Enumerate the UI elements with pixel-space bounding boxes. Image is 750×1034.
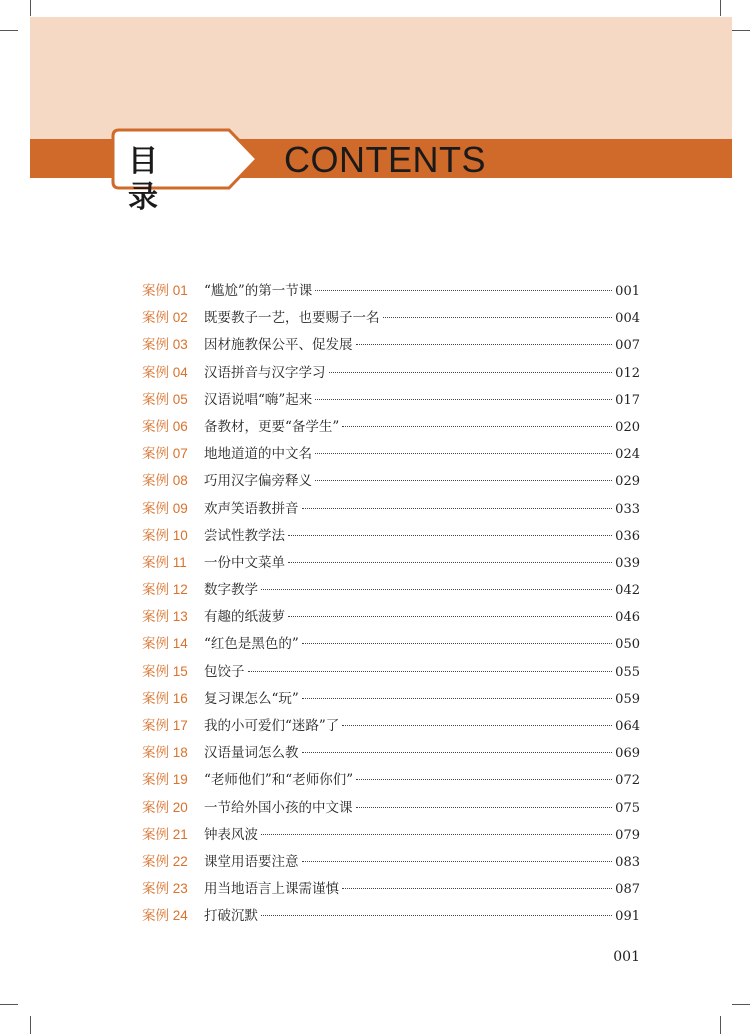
case-label: 案例 24	[142, 908, 188, 924]
entry-title: 数字教学	[204, 582, 258, 599]
entry-title: 一份中文菜单	[204, 554, 285, 571]
entry-title: 课堂用语要注意	[204, 853, 299, 870]
toc-entry[interactable]	[142, 522, 640, 549]
case-label: 案例 04	[142, 364, 188, 380]
case-label: 案例 18	[142, 745, 188, 761]
toc-entry[interactable]	[142, 902, 640, 929]
entry-title: 尝试性教学法	[204, 527, 285, 544]
toc-entry[interactable]	[142, 848, 640, 875]
entry-title: 用当地语言上课需谨慎	[204, 881, 339, 898]
crop-mark	[30, 1016, 31, 1034]
entry-page-number: 012	[615, 365, 640, 381]
dot-leader	[288, 535, 612, 536]
entry-title: 既要教子一艺，也要赐子一名	[204, 310, 380, 327]
entry-title: 包饺子	[204, 663, 245, 680]
case-label: 案例 20	[142, 799, 188, 815]
dot-leader	[315, 453, 612, 454]
case-label: 案例 17	[142, 718, 188, 733]
toc-entry[interactable]	[142, 603, 640, 630]
case-label: 案例 11	[142, 554, 187, 570]
crop-mark	[732, 1004, 750, 1005]
case-label: 案例 09	[142, 500, 188, 516]
entry-title: 我的小可爱们“迷路”了	[204, 718, 340, 734]
dot-leader	[302, 752, 613, 753]
entry-title: 复习课怎么“玩”	[204, 690, 299, 707]
title-english: CONTENTS	[284, 139, 486, 180]
toc-entry[interactable]	[142, 739, 640, 766]
toc-entry[interactable]	[142, 794, 640, 821]
dot-leader	[329, 372, 613, 373]
entry-title: 一节给外国小孩的中文课	[204, 799, 353, 816]
entry-title: 汉语说唱“嗨”起来	[204, 391, 313, 408]
crop-mark	[0, 1004, 18, 1005]
dot-leader	[383, 317, 613, 318]
entry-page-number: 055	[615, 664, 640, 680]
case-label: 案例 08	[142, 473, 188, 489]
entry-page-number: 064	[615, 719, 640, 734]
toc-entry[interactable]	[142, 440, 640, 467]
case-label: 案例 16	[142, 690, 188, 706]
dot-leader	[261, 915, 612, 916]
toc-entry[interactable]	[142, 576, 640, 603]
title-chinese: 目 录	[128, 144, 182, 215]
toc-entry[interactable]	[142, 495, 640, 522]
case-label: 案例 05	[142, 391, 188, 407]
dot-leader	[315, 480, 612, 481]
entry-page-number: 039	[615, 555, 640, 571]
toc-entry[interactable]	[142, 277, 640, 304]
dot-leader	[342, 725, 612, 726]
case-label: 案例 06	[142, 418, 188, 434]
case-label: 案例 02	[142, 310, 188, 326]
toc-entry[interactable]	[142, 766, 640, 793]
entry-page-number: 024	[615, 447, 640, 463]
case-label: 案例 21	[142, 826, 188, 842]
toc-entry[interactable]	[142, 875, 640, 902]
dot-leader	[302, 508, 613, 509]
toc-entry[interactable]	[142, 359, 640, 386]
table-of-contents	[142, 277, 640, 930]
dot-leader	[288, 562, 612, 563]
crop-mark	[720, 0, 721, 16]
entry-page-number: 046	[615, 610, 640, 626]
entry-title: 巧用汉字偏旁释义	[204, 473, 312, 490]
dot-leader	[261, 834, 612, 835]
crop-mark	[720, 1016, 721, 1034]
entry-page-number: 042	[615, 583, 640, 599]
entry-title: 因材施教保公平、促发展	[204, 337, 353, 354]
dot-leader	[342, 426, 612, 427]
entry-page-number: 033	[615, 501, 640, 517]
toc-entry[interactable]	[142, 821, 640, 848]
toc-entry[interactable]	[142, 549, 640, 576]
entry-page-number: 036	[615, 528, 640, 544]
dot-leader	[356, 779, 612, 780]
crop-mark	[0, 30, 18, 31]
dot-leader	[356, 344, 613, 345]
entry-title: 打破沉默	[204, 908, 258, 925]
case-label: 案例 14	[142, 636, 188, 652]
toc-entry[interactable]	[142, 658, 640, 685]
entry-page-number: 004	[615, 311, 640, 327]
entry-page-number: 020	[615, 419, 640, 435]
page-number: 001	[613, 949, 640, 965]
entry-page-number: 079	[615, 827, 640, 843]
entry-title: 地地道道的中文名	[204, 446, 312, 463]
toc-entry[interactable]	[142, 467, 640, 494]
dot-leader	[302, 643, 612, 644]
entry-page-number: 017	[615, 392, 640, 408]
case-label: 案例 19	[142, 772, 188, 788]
entry-page-number: 075	[615, 800, 640, 816]
toc-entry[interactable]	[142, 386, 640, 413]
toc-entry[interactable]	[142, 304, 640, 331]
dot-leader	[315, 290, 612, 291]
crop-mark	[30, 0, 31, 16]
entry-title: “红色是黑色的”	[204, 636, 299, 653]
case-label: 案例 13	[142, 609, 188, 625]
case-label: 案例 12	[142, 582, 188, 598]
entry-title: 汉语量词怎么教	[204, 745, 299, 762]
entry-page-number: 083	[615, 854, 640, 870]
case-label: 案例 23	[142, 881, 188, 897]
dot-leader	[342, 888, 612, 889]
entry-title: 钟表风波	[204, 826, 258, 843]
dot-leader	[302, 861, 613, 862]
toc-entry[interactable]	[142, 630, 640, 657]
entry-title: “老师他们”和“老师你们”	[204, 772, 354, 789]
entry-page-number: 059	[615, 691, 640, 707]
case-label: 案例 03	[142, 337, 188, 353]
toc-entry[interactable]	[142, 685, 640, 712]
case-label: 案例 10	[142, 527, 188, 543]
crop-mark	[732, 30, 750, 31]
case-label: 案例 22	[142, 853, 188, 869]
entry-page-number: 069	[615, 746, 640, 762]
dot-leader	[315, 399, 612, 400]
toc-entry[interactable]	[142, 712, 640, 739]
entry-title: 汉语拼音与汉字学习	[204, 364, 326, 381]
entry-page-number: 007	[615, 338, 640, 354]
dot-leader	[288, 616, 612, 617]
dot-leader	[302, 698, 612, 699]
entry-page-number: 072	[615, 773, 640, 789]
entry-page-number: 029	[615, 474, 640, 490]
case-label: 案例 07	[142, 446, 188, 462]
case-label: 案例 01	[142, 283, 188, 298]
entry-title: 欢声笑语教拼音	[204, 500, 299, 517]
toc-entry[interactable]	[142, 331, 640, 358]
toc-entry[interactable]	[142, 413, 640, 440]
entry-title: 有趣的纸菠萝	[204, 609, 285, 626]
entry-title: 备教材，更要“备学生”	[204, 418, 340, 435]
dot-leader	[248, 671, 613, 672]
entry-page-number: 050	[615, 637, 640, 653]
dot-leader	[261, 589, 612, 590]
header-band	[30, 17, 732, 139]
entry-page-number: 091	[615, 909, 640, 925]
entry-page-number: 001	[615, 284, 640, 299]
entry-title: “尴尬”的第一节课	[204, 283, 313, 299]
entry-page-number: 087	[615, 882, 640, 898]
dot-leader	[356, 807, 613, 808]
case-label: 案例 15	[142, 663, 188, 679]
